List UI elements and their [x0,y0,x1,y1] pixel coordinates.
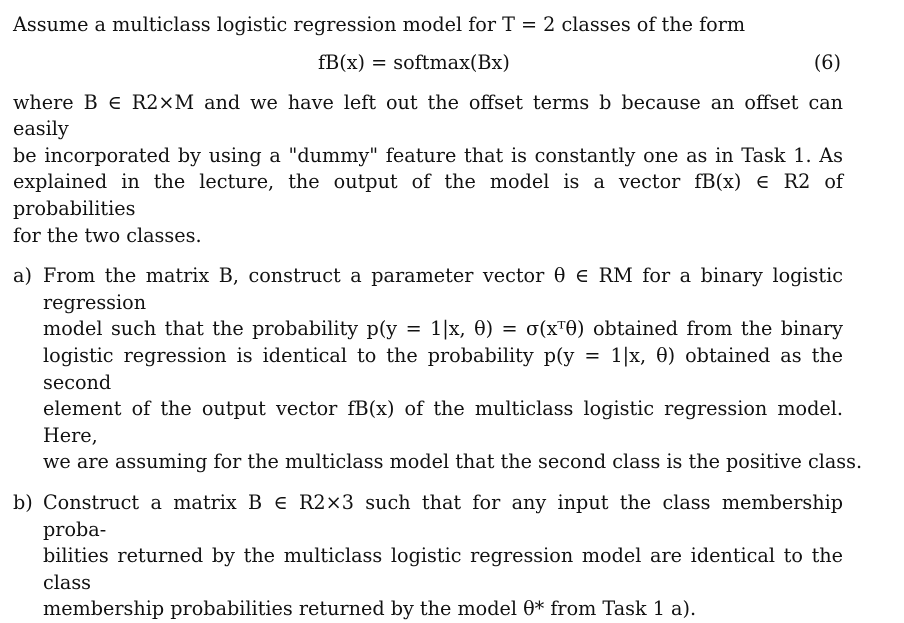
paragraph-line: where B ∈ R2×M and we have left out the offset terms b because an offset can easily [13,90,843,141]
document-body [13,12,863,623]
list-item-label: b) [13,490,33,514]
list-item-line: logistic regression is identical to the probability p(y = 1|x, θ) obtained as the second [43,343,843,394]
list-item-line: Construct a matrix B ∈ R2×3 such that for any input the class membership proba- [43,490,843,541]
intro-line: Assume a multiclass logistic regression model for T = 2 classes of the form [13,13,746,36]
paragraph-line: be incorporated by using a "dummy" feature that is constantly one as in Task 1. As [13,143,843,167]
paragraph [13,90,843,250]
list-item-line: bilities returned by the multiclass logistic regression model are identical to the class [43,544,843,594]
paragraph-line: explained in the lecture, the output of the model is a vector fB(x) ∈ R2 of probabilities [13,170,843,220]
equation-number: (6) [813,50,841,74]
equation-6 [13,50,843,80]
list-item-line: membership probabilities returned by the model θ* from Task 1 a). [43,597,697,621]
list-item-a [13,263,863,476]
equation-expression: fB(x) = softmax(Bx) [318,50,510,74]
paragraph-line: for the two classes. [13,223,202,247]
list-item-line: model such that the probability p(y = 1|x, θ) = σ(xᵀθ) obtained from the binary [43,317,843,341]
list-item-line: element of the output vector fB(x) of the multiclass logistic regression model. Here, [43,397,843,447]
list-item-b [13,490,843,623]
list-item-line: we are assuming for the multiclass model that the second class is the positive class. [43,450,863,474]
list-item-label: a) [13,264,32,288]
list-item-line: From the matrix B, construct a parameter vector θ ∈ RM for a binary logistic regression [43,264,843,314]
